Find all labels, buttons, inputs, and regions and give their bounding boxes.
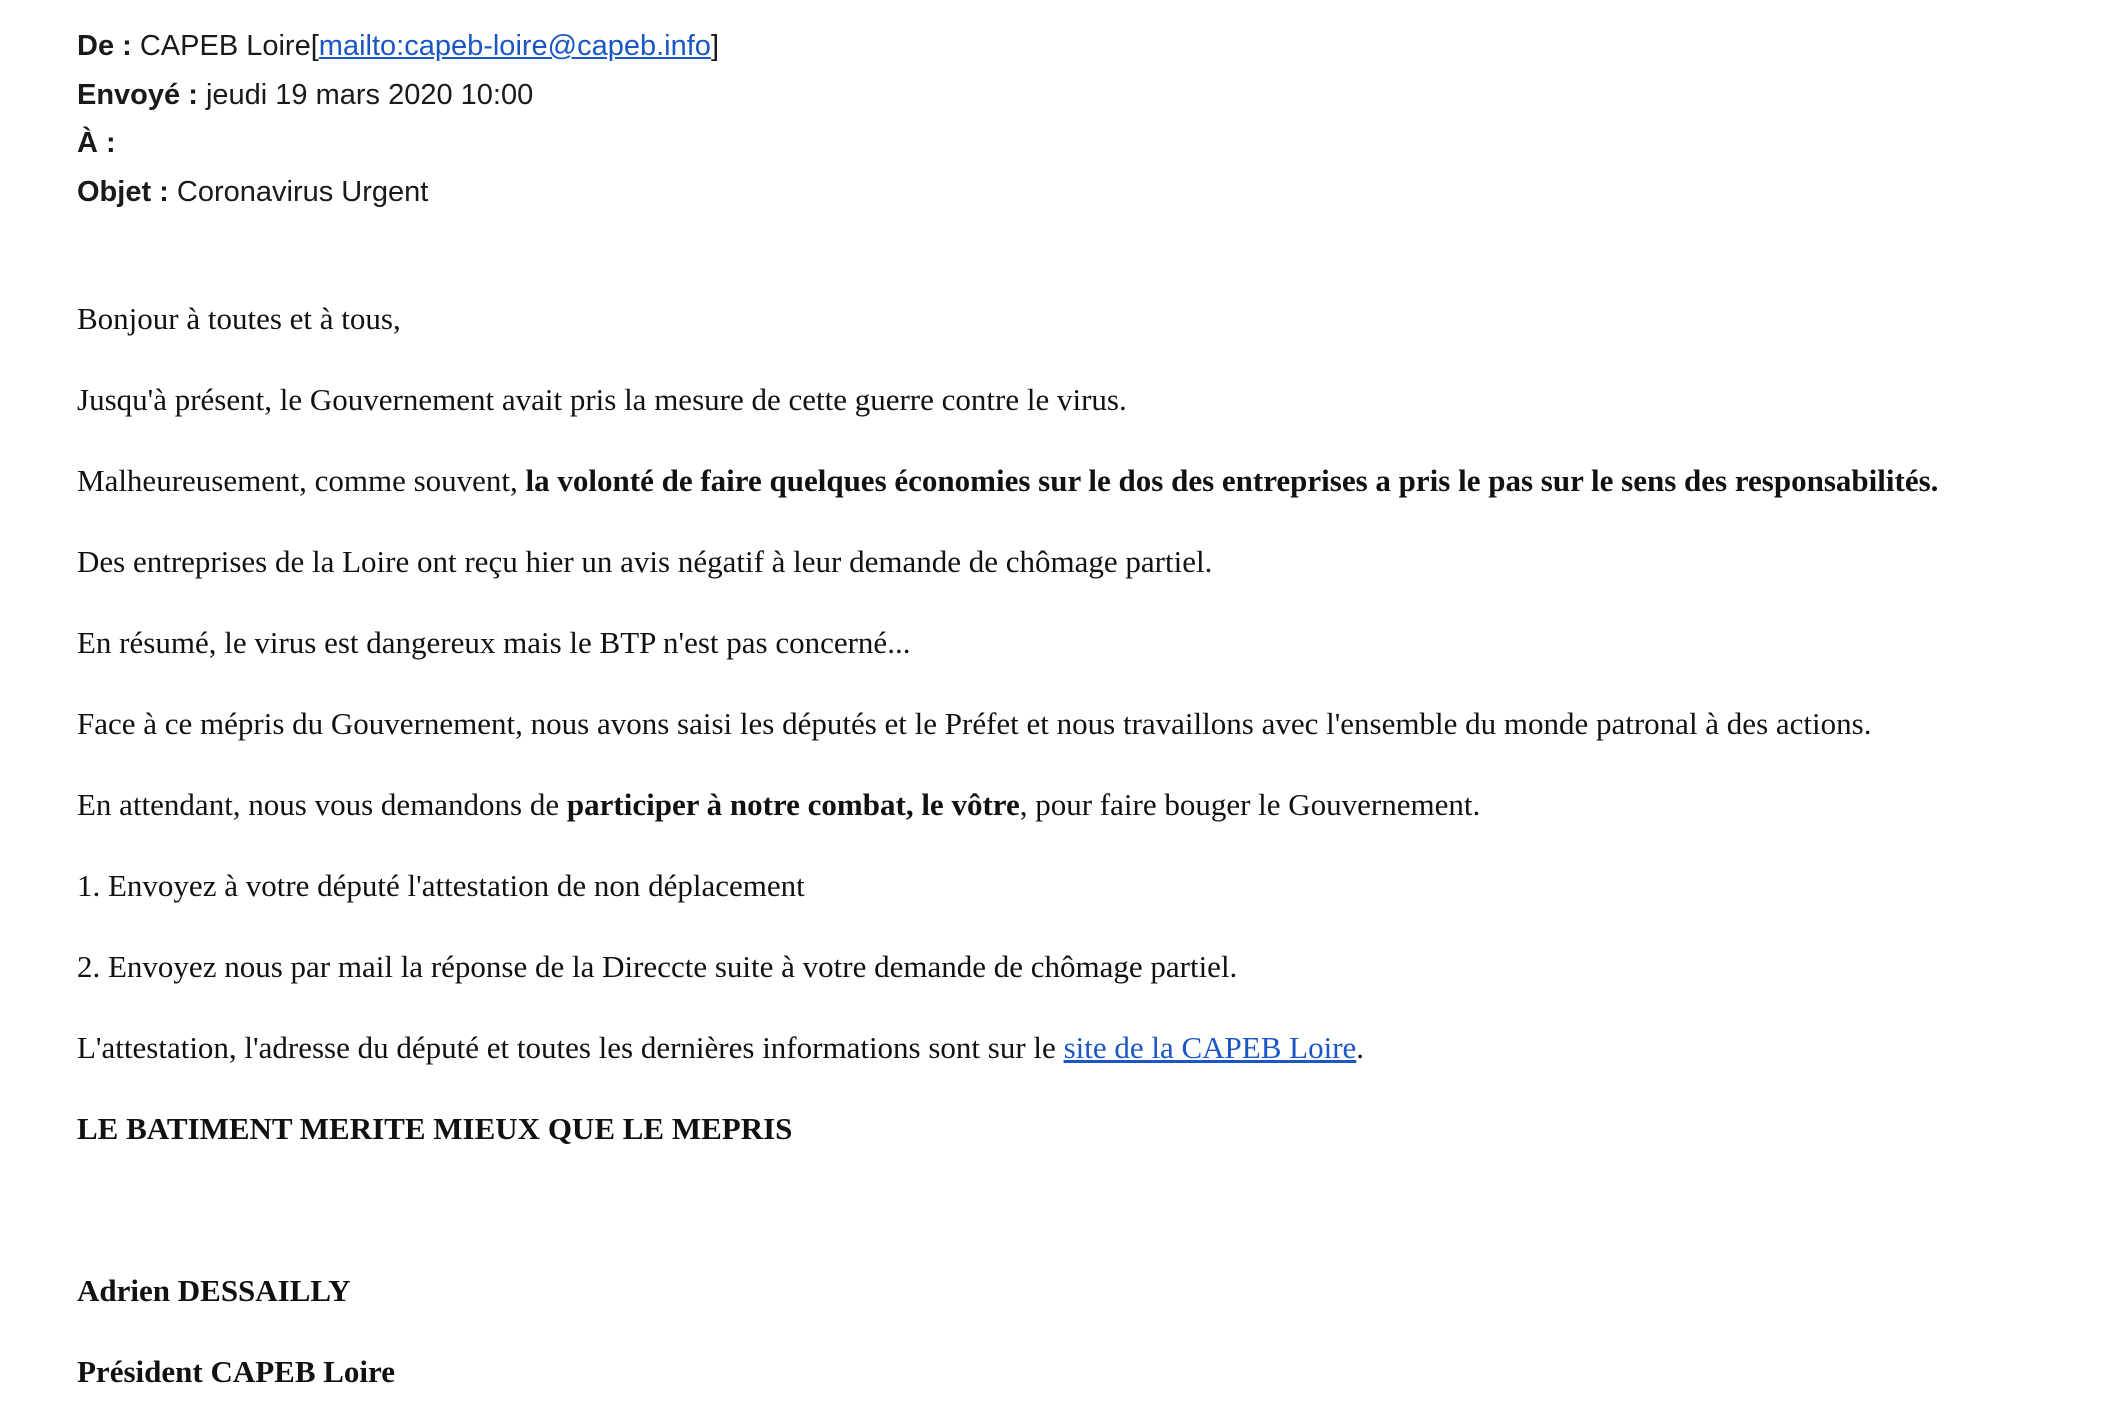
to-row [77, 119, 2077, 168]
list-item-1: 1. Envoyez à votre député l'attestation de non déplacement [77, 868, 805, 903]
from-name: CAPEB Loire [139, 30, 311, 62]
paragraph-6-text: En attendant, nous vous demandons de [77, 787, 567, 822]
paragraph-6-bold: participer à notre combat, le vôtre [566, 787, 1020, 822]
paragraph-2-text: Malheureusement, comme souvent, [77, 463, 526, 498]
paragraph-6-suffix: , pour faire bouger le Gouvernement. [1019, 787, 1481, 822]
sent-row [77, 71, 2077, 120]
paragraph-6 [77, 784, 1480, 826]
from-label: De : [77, 30, 132, 62]
paragraph-3: Des entreprises de la Loire ont reçu hier un avis négatif à leur demande de chômage partiel. [77, 544, 1213, 579]
sent-label: Envoyé : [77, 78, 198, 111]
signature-name: Adrien DESSAILLY [77, 1273, 351, 1308]
paragraph-5: Face à ce mépris du Gouvernement, nous avons saisi les députés et le Préfet et nous travaillons avec l'ensemble du monde patronal à des actions. [77, 706, 1872, 741]
paragraph-1: Jusqu'à présent, le Gouvernement avait pris la mesure de cette guerre contre le virus. [77, 382, 1127, 417]
slogan: LE BATIMENT MERITE MIEUX QUE LE MEPRIS [77, 1111, 793, 1146]
email-header [77, 22, 2077, 216]
from-row [77, 22, 2077, 71]
subject-value: Coronavirus Urgent [176, 175, 429, 208]
signature-title: Président CAPEB Loire [77, 1354, 396, 1389]
paragraph-7-suffix: . [1356, 1030, 1365, 1065]
capeb-site-link[interactable]: site de la CAPEB Loire [1063, 1030, 1357, 1065]
subject-row [77, 168, 2077, 217]
sent-value: jeudi 19 mars 2020 10:00 [205, 78, 534, 111]
greeting: Bonjour à toutes et à tous, [77, 301, 401, 336]
to-label: À : [77, 127, 116, 159]
paragraph-2-bold: la volonté de faire quelques économies sur le dos des entreprises a pris le pas sur le sens des responsabilités. [525, 463, 1939, 498]
from-email-link[interactable]: mailto:capeb-loire@capeb.info [318, 30, 711, 62]
paragraph-4: En résumé, le virus est dangereux mais le BTP n'est pas concerné... [77, 625, 911, 660]
paragraph-7 [77, 1027, 1364, 1069]
subject-label: Objet : [77, 175, 169, 208]
from-bracket-open: [ [310, 30, 319, 62]
paragraph-2 [77, 460, 1938, 502]
from-bracket-close: ] [710, 30, 719, 62]
list-item-2: 2. Envoyez nous par mail la réponse de la Direccte suite à votre demande de chômage partiel. [77, 949, 1238, 984]
paragraph-7-text: L'attestation, l'adresse du député et toutes les dernières informations sont sur le [77, 1030, 1064, 1065]
